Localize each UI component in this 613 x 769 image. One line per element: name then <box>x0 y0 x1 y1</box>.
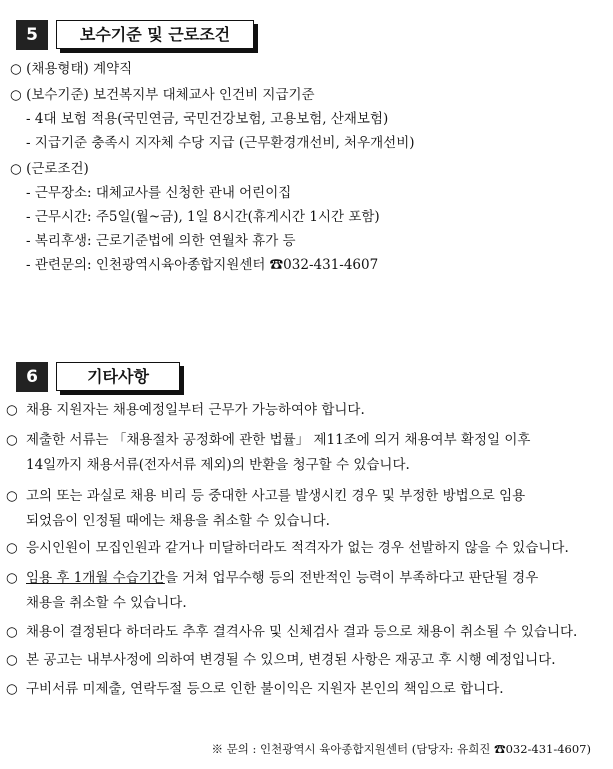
notice-text-continued: 채용을 취소할 수 있습니다. <box>26 595 187 611</box>
circle-bullet: ○ <box>10 161 22 177</box>
notice-item <box>6 484 606 534</box>
notice-text: 구비서류 미제출, 연락두절 등으로 인한 불이익은 지원자 본인의 책임으로 합니다. <box>26 681 504 697</box>
line-text: 4대 보험 적용(국민연금, 국민건강보험, 고용보험, 산재보험) <box>34 111 389 127</box>
notice-text: 본 공고는 내부사정에 의하여 변경될 수 있으며, 변경된 사항은 재공고 후 시행 예정입니다. <box>26 652 556 668</box>
line-text: 근무장소: 대체교사를 신청한 관내 어린이집 <box>34 185 292 201</box>
underlined-text: 임용 후 1개월 수습기간 <box>26 570 165 586</box>
line-text: 지급기준 충족시 지자체 수당 지급 (근무환경개선비, 처우개선비) <box>34 135 415 151</box>
circle-bullet: ○ <box>6 402 18 418</box>
sub-item <box>26 110 388 128</box>
notice-item <box>6 428 606 478</box>
section-5-header <box>16 20 261 50</box>
circle-bullet: ○ <box>6 432 18 448</box>
sub-item <box>26 184 291 202</box>
circle-bullet: ○ <box>6 624 18 640</box>
circle-bullet: ○ <box>6 540 18 556</box>
notice-text-rest: 을 거쳐 업무수행 등의 전반적인 능력이 부족하다고 판단될 경우 <box>164 570 539 586</box>
sub-item <box>26 232 296 250</box>
dash-bullet: - <box>26 209 31 225</box>
line-text: (근로조건) <box>26 161 89 177</box>
contact-footer: ※ 문의 : 인천광역시 육아종합지원센터 (담당자: 유희진 ☎032-431-4607) <box>211 742 591 756</box>
notice-text: 고의 또는 과실로 채용 비리 등 중대한 사고를 발생시킨 경우 및 부정한 방법으로 임용 <box>26 488 526 504</box>
notice-text: 제출한 서류는 「채용절차 공정화에 관한 법률」 제11조에 의거 채용여부 확정일 이후 <box>26 432 531 448</box>
circle-bullet: ○ <box>6 570 18 586</box>
section-number: 5 <box>16 20 48 50</box>
notice-text <box>26 566 538 591</box>
notice-item <box>6 566 606 616</box>
line-text: (채용형태) 계약직 <box>26 61 133 77</box>
dash-bullet: - <box>26 111 31 127</box>
notice-text: 응시인원이 모집인원과 같거나 미달하더라도 적격자가 없는 경우 선발하지 않을 수 있습니다. <box>26 540 569 556</box>
notice-text: 채용이 결정된다 하더라도 추후 결격사유 및 신체검사 결과 등으로 채용이 취소될 수 있습니다. <box>26 624 578 640</box>
list-item <box>10 160 89 178</box>
line-text: 관련문의: 인천광역시육아종합지원센터 ☎032-431-4607 <box>34 257 379 273</box>
circle-bullet: ○ <box>6 652 18 668</box>
circle-bullet: ○ <box>10 87 22 103</box>
section-6-header <box>16 362 186 392</box>
sub-item <box>26 134 415 152</box>
notice-text-continued: 되었음이 인정될 때에는 채용을 취소할 수 있습니다. <box>26 513 330 529</box>
dash-bullet: - <box>26 185 31 201</box>
list-item <box>10 86 315 104</box>
section-title: 기타사항 <box>56 362 180 391</box>
line-text: 근무시간: 주5일(월~금), 1일 8시간(휴게시간 1시간 포함) <box>34 209 380 225</box>
dash-bullet: - <box>26 135 31 151</box>
circle-bullet: ○ <box>10 61 22 77</box>
section-title: 보수기준 및 근로조건 <box>56 20 254 49</box>
notice-text-continued: 14일까지 채용서류(전자서류 제외)의 반환을 청구할 수 있습니다. <box>26 457 410 473</box>
notice-text: 채용 지원자는 채용예정일부터 근무가 가능하여야 합니다. <box>26 402 365 418</box>
circle-bullet: ○ <box>6 488 18 504</box>
sub-item <box>26 208 380 226</box>
list-item <box>10 60 132 78</box>
dash-bullet: - <box>26 257 31 273</box>
sub-item <box>26 256 378 274</box>
line-text: 복리후생: 근로기준법에 의한 연월차 휴가 등 <box>34 233 296 249</box>
circle-bullet: ○ <box>6 681 18 697</box>
line-text: (보수기준) 보건복지부 대체교사 인건비 지급기준 <box>26 87 315 103</box>
section-number: 6 <box>16 362 48 392</box>
dash-bullet: - <box>26 233 31 249</box>
